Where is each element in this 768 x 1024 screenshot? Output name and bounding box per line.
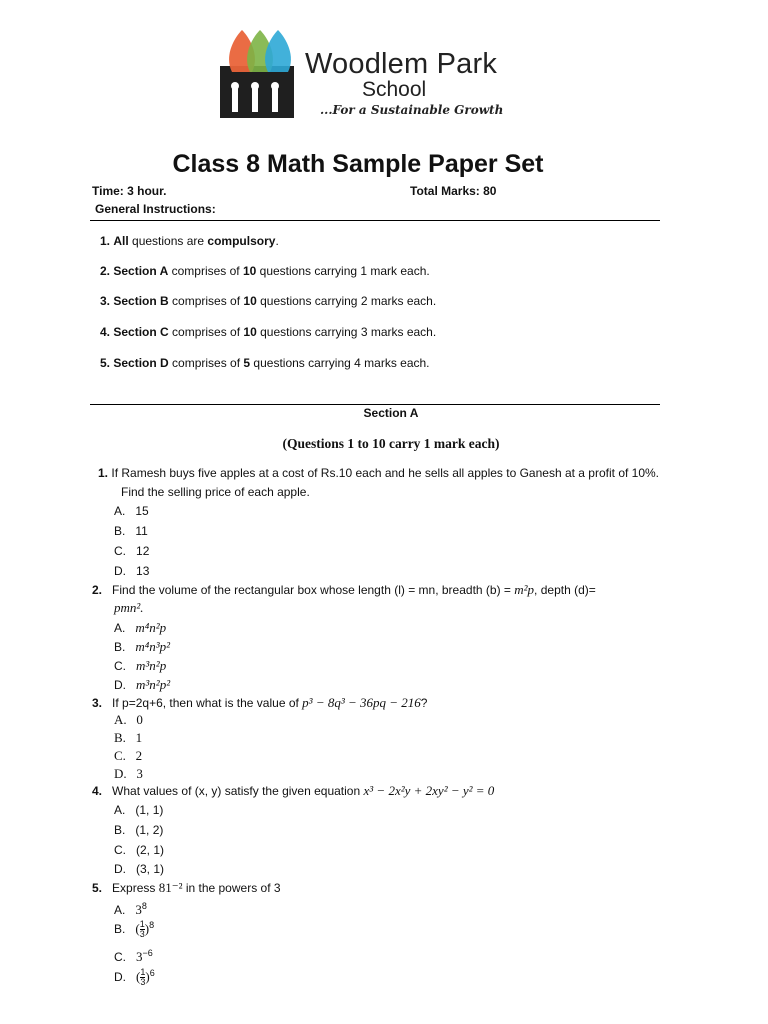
option: B. (1, 2)	[114, 823, 164, 837]
option: C. (2, 1)	[114, 843, 165, 857]
divider	[90, 404, 660, 405]
question-1-line-2: Find the selling price of each apple.	[121, 485, 310, 499]
option: B. m⁴n³p²	[114, 639, 171, 654]
option: D. ( $\frac{1}{3}$ )$^6$	[114, 967, 155, 988]
option: C. 12	[114, 544, 150, 558]
option: D. m³n²p²	[114, 677, 171, 692]
option: D. (3, 1)	[114, 862, 165, 876]
section-heading: Section A	[363, 406, 419, 420]
page-title: Class 8 Math Sample Paper Set	[172, 150, 544, 178]
question-1: 1. If Ramesh buys five apples at a cost of Rs.10 each and he sells all apples to Ganesh at a profit of 10%.	[98, 466, 660, 480]
option: A. m⁴n²p	[114, 620, 167, 635]
instruction-item: 5. Section D comprises of 5 questions carrying 4 marks each.	[100, 356, 430, 370]
instruction-item: 4. Section C comprises of 10 questions carrying 3 marks each.	[100, 325, 437, 339]
option: D. 3	[114, 766, 143, 781]
option: A. (1, 1)	[114, 803, 164, 817]
instruction-item: 3. Section B comprises of 10 questions carrying 2 marks each.	[100, 294, 437, 308]
option: A. 0	[114, 712, 143, 727]
question-2-line-2: pmn².	[114, 600, 144, 615]
general-instructions-heading: General Instructions:	[95, 202, 216, 216]
option: C. 2	[114, 748, 143, 763]
option: A. $3^8$	[114, 901, 147, 917]
school-logo	[218, 28, 308, 124]
question-3: 3. If p=2q+6, then what is the value of p³ − 8q³ − 36pq − 216?	[92, 695, 428, 710]
question-2: 2. Find the volume of the rectangular box whose length (l) = mn, breadth (b) = m²p, depth (d)=	[92, 582, 596, 597]
option: C. m³n²p	[114, 658, 167, 673]
time-label: Time: 3 hour.	[92, 184, 167, 198]
section-note: (Questions 1 to 10 carry 1 mark each)	[282, 436, 500, 451]
school-tagline: ...For a Sustainable Growth	[320, 103, 504, 117]
option: B. 11	[114, 524, 148, 538]
option: D. 13	[114, 564, 150, 578]
option: A. 15	[114, 504, 149, 518]
school-sub: School	[362, 78, 427, 101]
school-name: Woodlem Park	[305, 48, 498, 80]
divider	[90, 220, 660, 221]
option: B. ( $\frac{1}{3}$ )$^8$	[114, 919, 155, 940]
instruction-item: 2. Section A comprises of 10 questions carrying 1 mark each.	[100, 264, 430, 278]
option: C. $3^{-6}$	[114, 948, 153, 964]
question-4: 4. What values of (x, y) satisfy the given equation x³ − 2x²y + 2xy² − y² = 0	[92, 783, 495, 798]
question-5: 5. Express 81⁻² in the powers of 3	[92, 880, 281, 895]
instruction-item: 1. All questions are compulsory.	[100, 234, 279, 248]
total-marks-label: Total Marks: 80	[410, 184, 497, 198]
option: B. 1	[114, 730, 143, 745]
